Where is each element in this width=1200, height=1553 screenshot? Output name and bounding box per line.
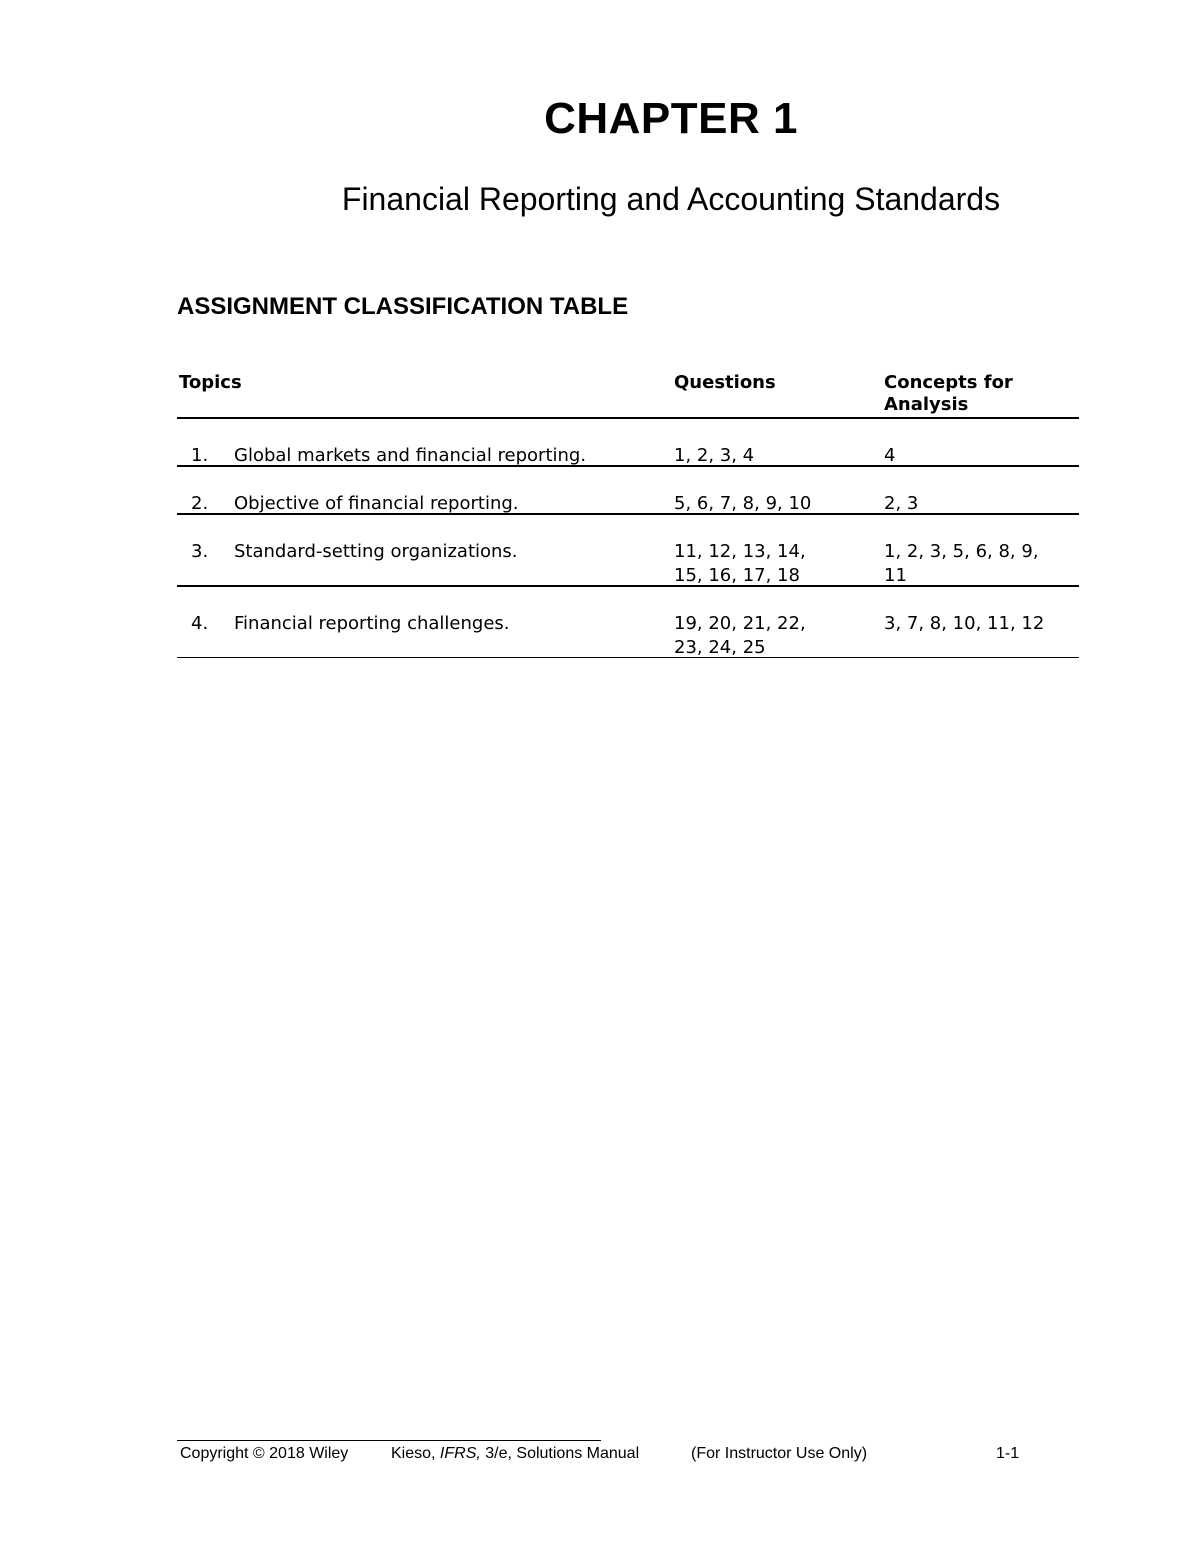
row-concepts	[884, 444, 1064, 468]
footer-copyright: Copyright © 2018 Wiley	[180, 1445, 349, 1462]
header-questions: Questions	[674, 372, 776, 393]
row-topic: Objective of financial reporting.	[234, 493, 519, 514]
footer-book-author: Kieso,	[391, 1445, 440, 1462]
row-number: 1.	[191, 445, 209, 466]
section-heading: ASSIGNMENT CLASSIFICATION TABLE	[177, 293, 629, 320]
row-number: 3.	[191, 541, 209, 562]
chapter-subtitle: Financial Reporting and Accounting Standards	[341, 181, 1001, 217]
footer-usage-note: (For Instructor Use Only)	[691, 1445, 868, 1462]
row-topic: Financial reporting challenges.	[234, 613, 510, 634]
table-row	[177, 587, 1079, 658]
footer-book-info	[391, 1444, 639, 1464]
row-questions-line1: 19, 20, 21, 22,	[674, 613, 806, 634]
assignment-classification-table	[177, 368, 1079, 658]
header-concepts	[884, 372, 1054, 416]
footer-book-title: IFRS,	[439, 1445, 481, 1462]
row-questions	[674, 540, 844, 588]
row-questions-line1: 5, 6, 7, 8, 9, 10	[674, 493, 812, 514]
row-number: 4.	[191, 613, 209, 634]
row-topic: Global markets and financial reporting.	[234, 445, 587, 466]
header-concepts-line1: Concepts for	[884, 372, 1013, 393]
row-concepts	[884, 540, 1064, 588]
row-questions-line1: 1, 2, 3, 4	[674, 445, 755, 466]
footer-divider	[177, 1440, 601, 1441]
row-concepts-line1: 3, 7, 8, 10, 11, 12	[884, 613, 1045, 634]
table-header	[177, 368, 1079, 419]
chapter-title: CHAPTER 1	[544, 94, 798, 143]
row-questions	[674, 492, 844, 516]
row-concepts-line1: 4	[884, 445, 896, 466]
row-concepts	[884, 492, 1064, 516]
row-number: 2.	[191, 493, 209, 514]
header-topics: Topics	[179, 372, 242, 393]
row-questions-line2: 15, 16, 17, 18	[674, 565, 800, 586]
row-concepts-line2: 11	[884, 565, 907, 586]
row-questions-line1: 11, 12, 13, 14,	[674, 541, 806, 562]
header-concepts-line2: Analysis	[884, 394, 969, 415]
footer-book-edition: 3/e, Solutions Manual	[480, 1445, 640, 1462]
row-concepts-line1: 1, 2, 3, 5, 6, 8, 9,	[884, 541, 1039, 562]
table-row	[177, 419, 1079, 467]
row-topic: Standard-setting organizations.	[234, 541, 518, 562]
table-row	[177, 467, 1079, 515]
row-concepts	[884, 612, 1064, 636]
page-number: 1-1	[996, 1445, 1020, 1462]
table-row	[177, 515, 1079, 587]
row-questions	[674, 612, 844, 660]
row-questions	[674, 444, 844, 468]
row-concepts-line1: 2, 3	[884, 493, 919, 514]
row-questions-line2: 23, 24, 25	[674, 637, 766, 658]
